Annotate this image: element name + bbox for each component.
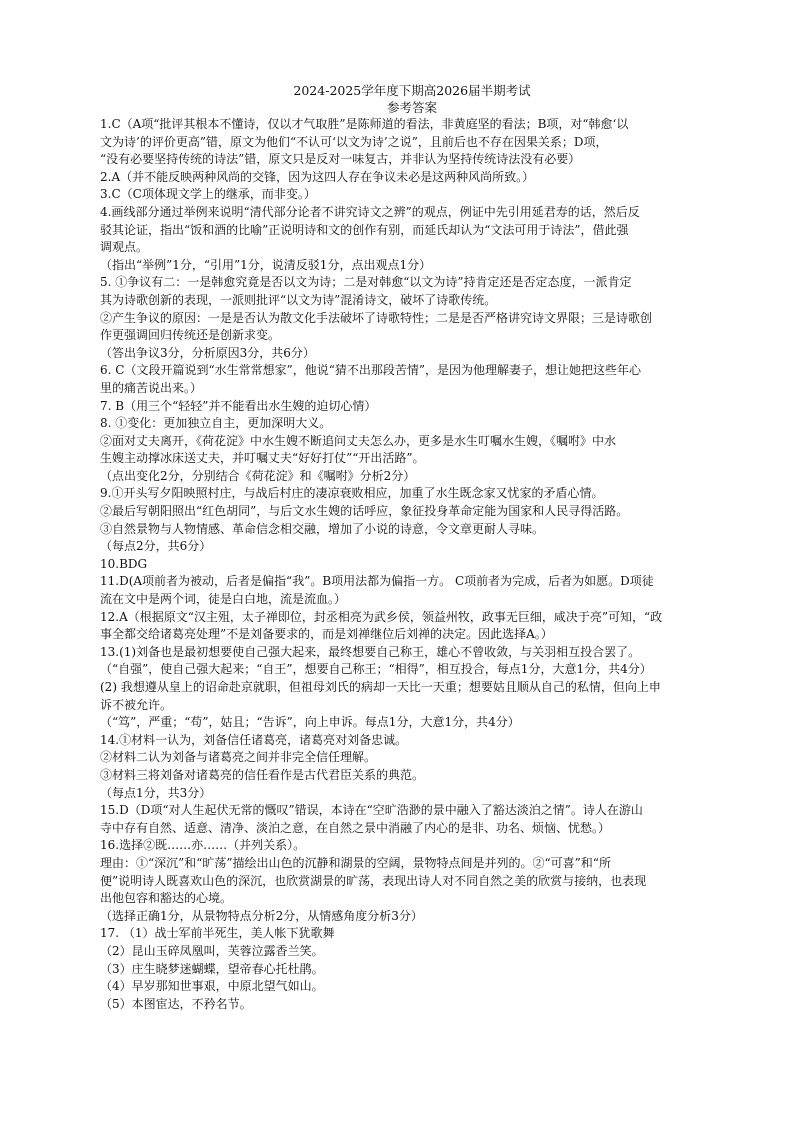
answer-line: 流在文中是两个词，徒是白白地，流是流血。） [100, 592, 347, 607]
answer-line: 8. ①变化：更加独立自主，更加深明大义。 [100, 416, 332, 431]
answer-line: 4.画线部分通过举例来说明“清代部分论者不讲究诗文之辨”的观点，例证中先引用延君寿的话，然后反 [100, 204, 640, 219]
answer-line: 17. （1）战士军前半死生，美人帐下犹歌舞 [100, 926, 335, 941]
answer-line: 其为诗歌创新的表现，一派则批评“以文为诗”混淆诗文，破坏了诗歌传统。 [100, 292, 497, 307]
answer-line: （每点1分，共3分） [100, 785, 212, 800]
answer-line: 16.选择②既……亦……（并列关系）。 [100, 838, 306, 853]
answer-line: 出他包容和豁达的心境。 [100, 891, 233, 906]
answer-line: 2.A（并不能反映两种风尚的交锋，因为这四人存在争议未必是这两种风尚所致。） [100, 169, 535, 184]
answer-line: （指出“举例”1分，“引用”1分，说清反驳1分，点出观点1分） [100, 257, 432, 272]
answer-line: ③自然景物与人物情感、革命信念相交融，增加了小说的诗意，令文章更耐人寻味。 [100, 521, 545, 536]
answer-line: 10.BDG [100, 556, 148, 571]
exam-subtitle: 参考答案 [386, 100, 437, 115]
answer-line: 寺中存有自然、适意、清净、淡泊之意，在自然之景中消融了内心的是非、功名、烦恼、忧愁。） [100, 820, 611, 835]
answer-line: （“自强”，使自己强大起来；“自王”，想要自己称王；“相得”，相互投合，每点1分，大意1分，共4分） [100, 662, 652, 677]
answer-line: （3）庄生晓梦迷蝴蝶，望帝春心托杜鹃。 [100, 961, 324, 976]
answer-line: （2）昆山玉碎凤凰叫，芙蓉泣露香兰笑。 [100, 943, 324, 958]
answer-line: 文为诗’的评价更高”错，原文为他们“不认可‘以文为诗’之说”，且前后也不存在因果关系；D项， [100, 134, 608, 149]
answer-line: （“笃”，严重；“苟”，姑且；“告诉”，向上申诉。每点1分，大意1分，共4分） [100, 715, 520, 730]
answer-line: “没有必要坚持传统的诗法”错，原文只是反对一味复古，并非认为坚持传统诗法没有必要） [100, 152, 581, 167]
answer-content [100, 116, 724, 1013]
answer-line: 12.A（根据原文“汉主殂，太子禅即位，封丞相亮为武乡侯，领益州牧，政事无巨细，咸决于亮”可知，“政 [100, 609, 663, 624]
answer-line: 1.C（A项“批评其根本不懂诗，仅以才气取胜”是陈师道的看法，非黄庭坚的看法；B项，对“韩愈‘以 [100, 117, 629, 131]
answer-line: ②最后写朝阳照出“红色胡同”，与后文水生嫂的话呼应，象征投身革命定能为国家和人民寻得活路。 [100, 504, 629, 519]
answer-line: 里的痛苦说出来。） [100, 380, 203, 395]
answer-line: （答出争议3分，分析原因3分，共6分） [100, 345, 315, 360]
answer-line: ②面对丈夫离开，《荷花淀》中水生嫂不断追问丈夫怎么办，更多是水生叮嘱水生嫂，《嘱咐》中水 [100, 433, 617, 448]
answer-line: 驳其论证，指出“饭和酒的比喻”正说明诗和文的创作有别，而延氏却认为“文法可用于诗法”，借此强 [100, 222, 629, 237]
answer-line: ③材料三将刘备对诸葛亮的信任看作是古代君臣关系的典范。 [100, 767, 425, 782]
answer-line: 作更强调回归传统还是创新求变。 [100, 328, 281, 343]
answer-line: （选择正确1分，从景物特点分析2分，从情感角度分析3分） [100, 908, 423, 923]
answer-line: 调观点。 [100, 240, 149, 255]
answer-line: 13.(1)刘备也是最初想要使自己强大起来，最终想要自己称王，雄心不曾收敛，与关羽相互投合罢了。 [100, 644, 641, 659]
answer-line: ②材料二认为刘备与诸葛亮之间并非完全信任理解。 [100, 750, 377, 765]
answer-line: 便”说明诗人既喜欢山色的深沉，也欣赏湖景的旷荡，表现出诗人对不同自然之美的欣赏与接纳，也表现 [100, 873, 647, 888]
answer-line: （5）本图宦达，不矜名节。 [100, 996, 252, 1011]
answer-line: (2) 我想遵从皇上的诏命赴京就职，但祖母刘氏的病却一天比一天重；想要姑且顺从自己的私情，但向上申 [100, 680, 661, 694]
answer-line: ②产生争议的原因：一是是否认为散文化手法破坏了诗歌特性；二是是否严格讲究诗文界限；三是诗歌创 [100, 310, 653, 325]
answer-line: 5. ①争议有二：一是韩愈究竟是否以文为诗；二是对韩愈“以文为诗”持肯定还是否定态度，一派肯定 [100, 275, 632, 290]
exam-title: 2024-2025学年度下期高2026届半期考试 [293, 83, 531, 98]
answer-line: 15.D（D项“对人生起伏无常的慨叹”错误，本诗在“空旷浩渺的景中融入了豁达淡泊之情”。诗人在游山 [100, 803, 643, 818]
answer-line: 6. C（文段开篇说到“水生常常想家”，他说“猜不出那段苦情”，是因为他理解妻子，想让她把这些年心 [100, 363, 641, 378]
answer-line: 生嫂主动撑冰床送丈夫，并叮嘱丈夫“好好打仗”“开出活路”。 [100, 451, 425, 466]
answer-line: 诉不被允许。 [100, 697, 173, 712]
answer-line: 3.C（C项体现文学上的继承，而非变。） [100, 187, 316, 202]
answer-line: （点出变化2分，分别结合《荷花淀》和《嘱咐》分析2分） [100, 468, 416, 483]
answer-line: （4）早岁那知世事艰，中原北望气如山。 [100, 979, 324, 994]
answer-line: 理由：①“深沉”和“旷荡”描绘出山色的沉静和湖景的空阔，景物特点间是并列的。②“可喜”和“所 [100, 855, 611, 870]
answer-line: 11.D(A项前者为被动，后者是偏指“我”。B项用法都为偏指一方。 C项前者为完成，后者为如愿。D项徒 [100, 574, 654, 589]
answer-line: 9.①开头写夕阳映照村庄，与战后村庄的凄凉衰败相应，加重了水生既念家又忧家的矛盾心情。 [100, 486, 604, 501]
answer-line: （每点2分，共6分） [100, 539, 212, 554]
answer-line: 事全都交给诸葛亮处理”不是刘备要求的，而是刘禅继位后刘禅的决定。因此选择A。） [100, 627, 553, 642]
answer-line: 14.①材料一认为，刘备信任诸葛亮，诸葛亮对刘备忠诚。 [100, 732, 408, 747]
answer-line: 7. B（用三个“轻轻”并不能看出水生嫂的迫切心情） [100, 398, 377, 413]
